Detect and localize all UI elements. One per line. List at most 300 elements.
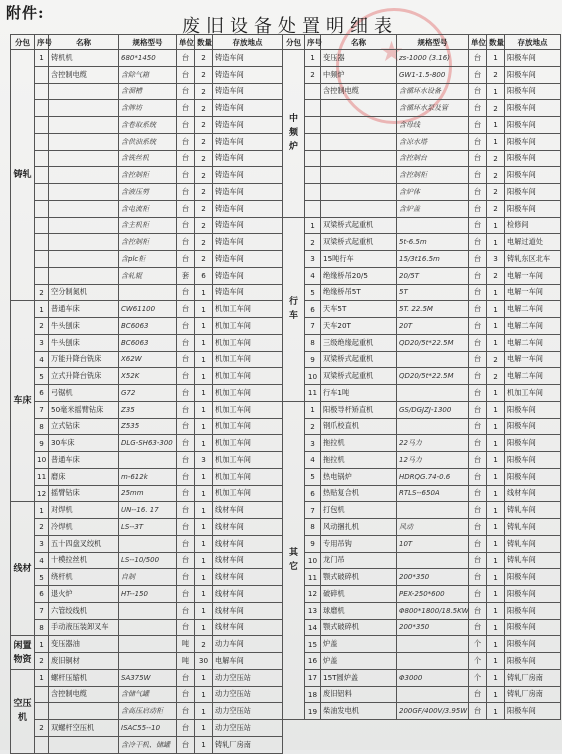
table-row (11, 720, 283, 737)
item-spec: 含冷干机、储罐 (119, 736, 177, 753)
item-qty: 1 (195, 669, 213, 686)
item-qty: 1 (487, 50, 505, 67)
col-header-qty: 数量 (487, 35, 505, 50)
item-spec: G72 (119, 385, 177, 402)
item-index: 5 (35, 569, 49, 586)
item-unit: 台 (177, 736, 195, 753)
item-unit: 台 (469, 703, 487, 720)
item-qty: 1 (487, 284, 505, 301)
item-qty: 1 (487, 703, 505, 720)
item-unit: 台 (177, 217, 195, 234)
item-unit: 个 (469, 653, 487, 670)
item-name: 行车1吨 (321, 385, 397, 402)
item-qty: 1 (487, 485, 505, 502)
table-row (11, 703, 283, 720)
item-unit: 台 (177, 435, 195, 452)
item-spec: 含母线 (397, 117, 469, 134)
item-qty: 1 (195, 351, 213, 368)
group-label: 铸轧 (11, 50, 35, 301)
table-row (11, 267, 283, 284)
item-qty: 1 (487, 535, 505, 552)
table-row (283, 653, 561, 670)
item-name: 螺杆压缩机 (49, 669, 119, 686)
item-qty: 1 (487, 468, 505, 485)
item-spec: UN--16. 17 (119, 502, 177, 519)
item-spec (397, 351, 469, 368)
item-index (35, 117, 49, 134)
item-spec: 5T (397, 284, 469, 301)
item-unit: 台 (177, 569, 195, 586)
item-location: 铸造车间 (213, 251, 283, 268)
item-location: 机加工车间 (213, 452, 283, 469)
item-index (305, 100, 321, 117)
item-location: 线材车间 (213, 619, 283, 636)
item-location: 阳极车间 (505, 50, 561, 67)
item-name (49, 267, 119, 284)
item-index: 4 (35, 552, 49, 569)
item-qty: 2 (195, 636, 213, 653)
item-spec: X52K (119, 368, 177, 385)
item-name (321, 167, 397, 184)
item-qty: 2 (487, 368, 505, 385)
item-location: 阳极车间 (505, 83, 561, 100)
item-index (35, 184, 49, 201)
item-spec: 680*1450 (119, 50, 177, 67)
item-qty: 2 (487, 150, 505, 167)
left-equipment-table-wrap (10, 34, 282, 754)
table-row (11, 117, 283, 134)
item-qty: 2 (195, 83, 213, 100)
item-location: 电解一车间 (505, 284, 561, 301)
table-row (11, 736, 283, 753)
table-row (283, 552, 561, 569)
table-row (11, 50, 283, 67)
item-index: 11 (35, 468, 49, 485)
item-index (305, 83, 321, 100)
item-spec (119, 653, 177, 670)
item-location: 机加工车间 (213, 385, 283, 402)
item-location: 电解二车间 (505, 301, 561, 318)
item-qty: 1 (487, 83, 505, 100)
left-equipment-table (10, 34, 283, 754)
item-index (305, 117, 321, 134)
item-unit: 台 (177, 552, 195, 569)
item-spec: zs-1000 (3.16) (397, 50, 469, 67)
item-index: 16 (305, 653, 321, 670)
item-qty: 1 (195, 569, 213, 586)
col-header-location: 存放地点 (505, 35, 561, 50)
item-index (35, 83, 49, 100)
item-spec (397, 418, 469, 435)
item-name: 绝缘桥吊20/5 (321, 267, 397, 284)
group-label: 车床 (11, 301, 35, 502)
item-index: 10 (35, 452, 49, 469)
table-row (11, 535, 283, 552)
item-qty: 1 (487, 217, 505, 234)
item-location: 线材车间 (213, 569, 283, 586)
item-qty: 1 (487, 435, 505, 452)
item-name: 绕杆机 (49, 569, 119, 586)
item-unit: 台 (177, 251, 195, 268)
table-row (11, 150, 283, 167)
item-spec: QD20/5t*22.5M (397, 368, 469, 385)
item-index: 4 (305, 452, 321, 469)
item-unit: 台 (177, 586, 195, 603)
item-name (49, 83, 119, 100)
item-location: 铸造车间 (213, 217, 283, 234)
item-qty: 1 (487, 619, 505, 636)
item-spec: 含主机柜 (119, 217, 177, 234)
item-location: 铸轧厂房南 (213, 736, 283, 753)
item-spec: 22马力 (397, 435, 469, 452)
item-location: 铸造车间 (213, 267, 283, 284)
item-name (49, 217, 119, 234)
item-name: 十模拉丝机 (49, 552, 119, 569)
item-unit: 台 (469, 602, 487, 619)
item-spec: 含炉盖 (397, 200, 469, 217)
table-row (11, 351, 283, 368)
item-location: 铸造车间 (213, 117, 283, 134)
item-unit: 台 (177, 619, 195, 636)
item-unit: 台 (469, 552, 487, 569)
item-index: 4 (35, 351, 49, 368)
left-header-row (11, 35, 283, 50)
item-name: 牛头刨床 (49, 334, 119, 351)
item-qty: 1 (195, 401, 213, 418)
item-qty: 2 (195, 50, 213, 67)
table-row (283, 267, 561, 284)
item-location: 铸轧车间 (505, 552, 561, 569)
table-row (283, 301, 561, 318)
item-location: 电解二车间 (505, 334, 561, 351)
table-row (283, 686, 561, 703)
item-qty: 1 (487, 569, 505, 586)
item-name (49, 234, 119, 251)
item-unit: 台 (469, 234, 487, 251)
item-name: 冷焊机 (49, 519, 119, 536)
item-name: 三级绝缘起重机 (321, 334, 397, 351)
item-location: 阳极车间 (505, 66, 561, 83)
item-spec: m-612k (119, 468, 177, 485)
item-location: 机加工车间 (213, 435, 283, 452)
item-name (49, 167, 119, 184)
item-spec: 风动 (397, 519, 469, 536)
item-name: 天车5T (321, 301, 397, 318)
item-location: 阳极车间 (505, 586, 561, 603)
item-spec: 5t-6.5m (397, 234, 469, 251)
item-index (305, 167, 321, 184)
item-location: 铸造车间 (213, 133, 283, 150)
item-location: 铸轧厂房南 (505, 669, 561, 686)
item-unit: 台 (177, 83, 195, 100)
item-unit: 台 (469, 83, 487, 100)
item-location: 阳极车间 (505, 117, 561, 134)
item-unit: 套 (177, 267, 195, 284)
table-row (283, 385, 561, 402)
item-qty: 2 (195, 150, 213, 167)
item-name: 钢爪校直机 (321, 418, 397, 435)
table-row (283, 100, 561, 117)
item-index: 1 (35, 669, 49, 686)
table-row (11, 334, 283, 351)
table-row (283, 519, 561, 536)
item-index (305, 150, 321, 167)
item-qty: 2 (195, 200, 213, 217)
item-spec: 含铣丝机 (119, 150, 177, 167)
right-equipment-table (282, 34, 561, 720)
item-unit: 台 (469, 334, 487, 351)
item-location: 阳极车间 (505, 184, 561, 201)
item-index: 15 (305, 636, 321, 653)
item-name: 热贴复合机 (321, 485, 397, 502)
table-row (11, 385, 283, 402)
table-row (11, 83, 283, 100)
item-qty: 1 (487, 401, 505, 418)
item-location: 机加工车间 (213, 334, 283, 351)
item-index: 17 (305, 669, 321, 686)
item-name: 普通车床 (49, 301, 119, 318)
group-label: 其它 (283, 401, 305, 719)
col-header-qty: 数量 (195, 35, 213, 50)
item-name: 15T圆炉盖 (321, 669, 397, 686)
table-row (11, 217, 283, 234)
item-index: 10 (305, 552, 321, 569)
item-unit: 台 (469, 200, 487, 217)
item-qty: 1 (487, 234, 505, 251)
item-qty: 1 (487, 418, 505, 435)
item-location: 动力空压站 (213, 686, 283, 703)
item-location: 阳极车间 (505, 636, 561, 653)
table-row (283, 703, 561, 720)
attachment-label: 附件: (6, 4, 45, 22)
item-unit: 台 (469, 502, 487, 519)
item-unit: 台 (469, 686, 487, 703)
item-index: 1 (35, 50, 49, 67)
item-location: 电解一车间 (505, 267, 561, 284)
item-spec: 含控制柜 (119, 167, 177, 184)
table-row (11, 133, 283, 150)
item-location: 阳极车间 (505, 602, 561, 619)
item-location: 动力空压站 (213, 669, 283, 686)
item-location: 机加工车间 (213, 485, 283, 502)
item-qty: 1 (195, 368, 213, 385)
item-location: 铸轧车间 (505, 502, 561, 519)
item-qty: 30 (195, 653, 213, 670)
table-row (283, 669, 561, 686)
item-spec: 含循环水泵及管 (397, 100, 469, 117)
item-qty: 1 (487, 552, 505, 569)
item-name (321, 117, 397, 134)
item-name: 双梁桥式起重机 (321, 351, 397, 368)
item-index: 7 (305, 502, 321, 519)
item-qty: 1 (487, 133, 505, 150)
group-label: 空压机 (11, 669, 35, 753)
item-qty: 1 (487, 602, 505, 619)
item-index: 1 (35, 301, 49, 318)
table-row (11, 602, 283, 619)
item-spec: ISAC55--10 (119, 720, 177, 737)
item-spec (397, 385, 469, 402)
item-spec: 200GF/400V/3.95W (397, 703, 469, 720)
item-location: 铸轧车间 (505, 519, 561, 536)
item-location: 铸造车间 (213, 200, 283, 217)
item-spec: GS/DGJZJ-1300 (397, 401, 469, 418)
item-name: 摇臂钻床 (49, 485, 119, 502)
table-row (11, 167, 283, 184)
item-unit: 台 (177, 184, 195, 201)
item-unit: 台 (177, 602, 195, 619)
item-unit: 台 (469, 435, 487, 452)
item-location: 阳极车间 (505, 452, 561, 469)
item-unit: 台 (469, 569, 487, 586)
item-qty: 2 (487, 200, 505, 217)
item-index: 6 (305, 301, 321, 318)
item-qty: 1 (487, 117, 505, 134)
item-location: 电解二车间 (505, 318, 561, 335)
item-index: 7 (305, 318, 321, 335)
item-spec: 含液压剪 (119, 184, 177, 201)
item-location: 线材车间 (213, 586, 283, 603)
item-unit: 台 (177, 351, 195, 368)
col-header-name: 名称 (321, 35, 397, 50)
item-qty: 2 (487, 66, 505, 83)
item-qty: 1 (195, 703, 213, 720)
item-qty: 1 (487, 502, 505, 519)
table-row (283, 401, 561, 418)
item-unit: 个 (469, 636, 487, 653)
item-index: 6 (305, 485, 321, 502)
item-index: 1 (35, 636, 49, 653)
item-unit: 台 (177, 502, 195, 519)
table-row (283, 569, 561, 586)
col-header-index: 序号 (305, 35, 321, 50)
item-location: 电解车间 (213, 653, 283, 670)
item-unit: 台 (177, 150, 195, 167)
item-name (49, 251, 119, 268)
item-spec: 12马力 (397, 452, 469, 469)
item-unit: 台 (177, 385, 195, 402)
col-header-package: 分包 (11, 35, 35, 50)
item-qty: 2 (195, 184, 213, 201)
item-qty: 1 (487, 452, 505, 469)
item-index: 7 (35, 602, 49, 619)
item-qty: 1 (487, 301, 505, 318)
item-index (35, 66, 49, 83)
item-location: 机加工车间 (213, 351, 283, 368)
item-name: 双梁桥式起重机 (321, 217, 397, 234)
col-header-spec: 规格型号 (397, 35, 469, 50)
item-name: 对焊机 (49, 502, 119, 519)
item-qty: 1 (195, 318, 213, 335)
item-qty: 1 (195, 619, 213, 636)
item-spec: 15/3t16.5m (397, 251, 469, 268)
table-row (11, 284, 283, 301)
item-name: 双梁桥式起重机 (321, 234, 397, 251)
item-unit: 台 (177, 401, 195, 418)
item-name: 球磨机 (321, 602, 397, 619)
item-spec (119, 535, 177, 552)
item-location: 阳极车间 (505, 100, 561, 117)
item-spec: HT--150 (119, 586, 177, 603)
col-header-spec: 规格型号 (119, 35, 177, 50)
item-spec (397, 653, 469, 670)
item-spec: 含储气罐 (119, 686, 177, 703)
item-name (49, 133, 119, 150)
item-unit: 台 (469, 586, 487, 603)
col-header-name: 名称 (49, 35, 119, 50)
item-qty: 2 (487, 351, 505, 368)
item-name: 普通车床 (49, 452, 119, 469)
item-location: 机加工车间 (213, 301, 283, 318)
item-spec: 含溜槽 (119, 83, 177, 100)
item-name (321, 200, 397, 217)
item-name: 六管绞线机 (49, 602, 119, 619)
item-index: 11 (305, 569, 321, 586)
item-spec (119, 602, 177, 619)
item-index: 7 (35, 401, 49, 418)
item-name: 专用吊钩 (321, 535, 397, 552)
item-index (35, 167, 49, 184)
item-qty: 2 (195, 251, 213, 268)
item-location: 电解一车间 (505, 351, 561, 368)
item-spec: 200*350 (397, 619, 469, 636)
table-row (11, 100, 283, 117)
item-name: 变压器 (321, 50, 397, 67)
table-row (283, 636, 561, 653)
item-qty: 1 (195, 535, 213, 552)
item-qty: 1 (195, 552, 213, 569)
item-qty: 1 (195, 385, 213, 402)
item-unit: 台 (469, 301, 487, 318)
item-qty: 1 (195, 519, 213, 536)
item-unit: 台 (469, 452, 487, 469)
item-qty: 1 (487, 318, 505, 335)
item-index (35, 686, 49, 703)
item-name: 颚式破碎机 (321, 569, 397, 586)
item-spec: 10T (397, 535, 469, 552)
table-row (11, 669, 283, 686)
item-name: 弓锯机 (49, 385, 119, 402)
item-location: 阳极车间 (505, 468, 561, 485)
item-spec: PEX-250*600 (397, 586, 469, 603)
item-location: 阳极车间 (505, 653, 561, 670)
item-spec: 含电流柜 (119, 200, 177, 217)
item-location: 铸造车间 (213, 83, 283, 100)
item-name: 铸机机 (49, 50, 119, 67)
table-row (283, 217, 561, 234)
item-location: 阳极车间 (505, 569, 561, 586)
item-qty: 1 (195, 334, 213, 351)
item-qty: 6 (195, 267, 213, 284)
item-location: 线材车间 (213, 602, 283, 619)
table-row (11, 519, 283, 536)
item-name (321, 184, 397, 201)
table-row (11, 586, 283, 603)
item-name: 拖拉机 (321, 452, 397, 469)
item-name: 破碎机 (321, 586, 397, 603)
item-qty: 2 (195, 117, 213, 134)
item-unit: 台 (177, 686, 195, 703)
table-row (11, 452, 283, 469)
item-index (35, 234, 49, 251)
col-header-unit: 单位 (469, 35, 487, 50)
table-row (11, 318, 283, 335)
item-index: 8 (305, 334, 321, 351)
item-unit: 台 (177, 284, 195, 301)
item-qty: 1 (195, 686, 213, 703)
item-qty: 2 (487, 100, 505, 117)
item-unit: 台 (177, 234, 195, 251)
